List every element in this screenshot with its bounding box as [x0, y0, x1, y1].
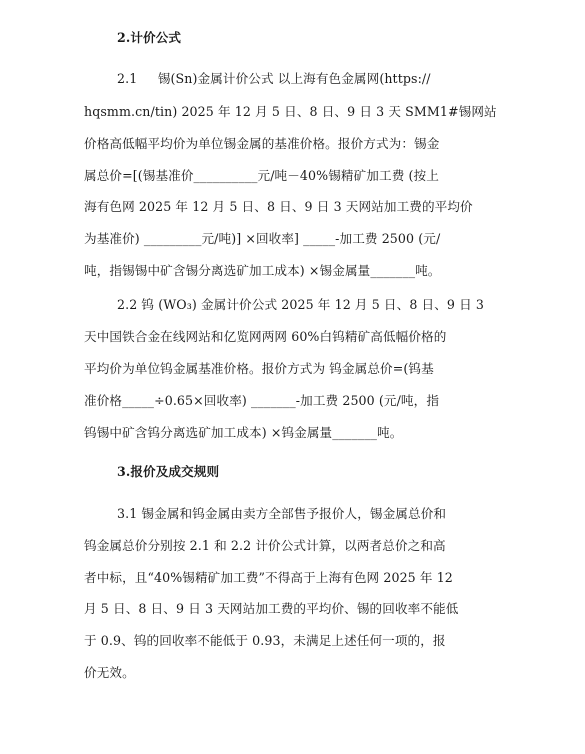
paragraph-line: 平均价为单位钨金属基准价格。报价方式为 钨金属总价=(钨基 — [84, 361, 434, 376]
paragraph-line: 价无效。 — [84, 665, 135, 680]
section-heading: 3.报价及成交规则 — [117, 464, 220, 479]
paragraph-line: 属总价=[(锡基准价__________元/吨－40%锡精矿加工费 (按上 — [84, 168, 439, 183]
paragraph-line: 月 5 日、8 日、9 日 3 天网站加工费的平均价、锡的回收率不能低 — [84, 601, 459, 616]
section-heading: 2.计价公式 — [117, 30, 182, 45]
paragraph-line: 天中国铁合金在线网站和亿览网两网 60%白钨精矿高低幅价格的 — [84, 329, 447, 344]
paragraph-line: 准价格_____÷0.65×回收率) _______-加工费 2500 (元/吨，指 — [84, 393, 440, 408]
paragraph-line: 价格高低幅平均价为单位锡金属的基准价格。报价方式为：锡金 — [84, 136, 440, 151]
paragraph-line: hqsmm.cn/tin) 2025 年 12 月 5 日、8 日、9 日 3 天 SMM1#锡网站 — [84, 104, 497, 119]
paragraph-line: 为基准价) _________元/吨)] ×回收率] _____-加工费 2500 (元/ — [84, 231, 441, 246]
paragraph-line: 于 0.9、钨的回收率不能低于 0.93，未满足上述任何一项的，报 — [84, 633, 446, 648]
paragraph-line: 吨，指锡锡中矿含锡分离选矿加工成本) ×锡金属量_______吨。 — [84, 263, 441, 278]
paragraph-line: 海有色网 2025 年 12 月 5 日、8 日、9 日 3 天网站加工费的平均价 — [84, 199, 473, 214]
paragraph-line: 2.1 锡(Sn)金属计价公式 以上海有色金属网(https:// — [117, 71, 431, 86]
paragraph-line: 钨锡中矿含钨分离选矿加工成本) ×钨金属量_______吨。 — [84, 425, 403, 440]
paragraph-line: 者中标，且“40%锡精矿加工费”不得高于上海有色网 2025 年 12 — [84, 570, 453, 585]
paragraph-line: 3.1 锡金属和钨金属由卖方全部售予报价人，锡金属总价和 — [117, 506, 447, 521]
paragraph-line: 2.2 钨 (WO₃) 金属计价公式 2025 年 12 月 5 日、8 日、9 日 3 — [117, 297, 485, 312]
paragraph-line: 钨金属总价分别按 2.1 和 2.2 计价公式计算，以两者总价之和高 — [84, 538, 446, 553]
